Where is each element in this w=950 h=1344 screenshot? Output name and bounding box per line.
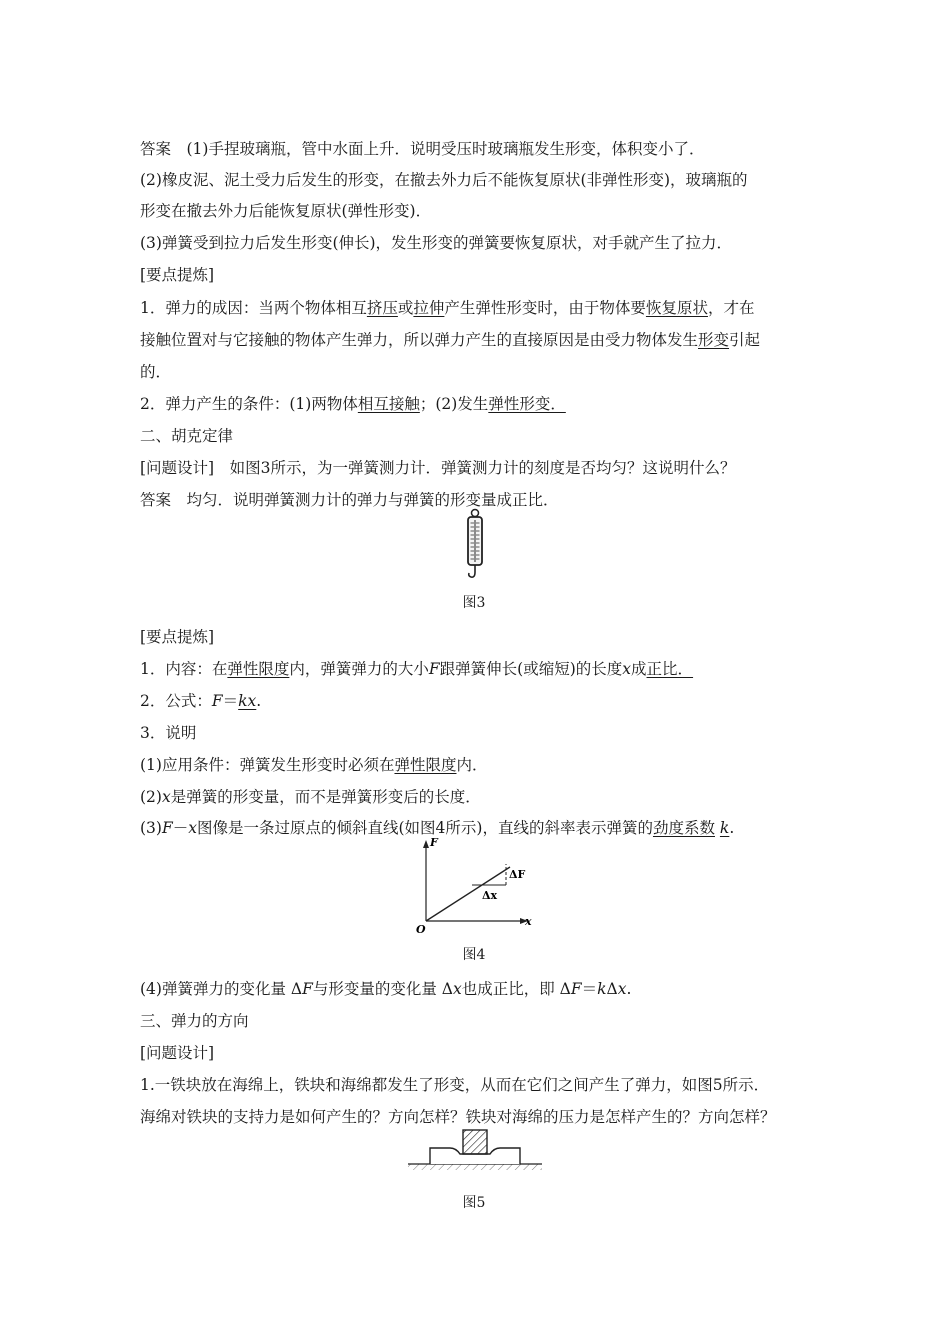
figure-4-caption: 图4 (462, 947, 486, 963)
key-points-heading-1: [要点提炼] (140, 266, 215, 284)
x-axis-label: x (525, 915, 532, 928)
section-3-question-line-2: 海绵对铁块的支持力是如何产生的？方向怎样？铁块对海绵的压力是怎样产生的？方向怎样？ (140, 1108, 776, 1126)
iron-block-sponge-figure (408, 1124, 542, 1174)
hooke-formula-line: 2．公式：F＝kx. (140, 692, 262, 710)
hooke-notes-heading: 3．说明 (140, 724, 197, 742)
section-3-question-heading: [问题设计] (140, 1044, 215, 1062)
key-points-heading-2: [要点提炼] (140, 628, 215, 646)
answer-line-4: (3)弹簧受到拉力后发生形变(伸长)，发生形变的弹簧要恢复原状，对手就产生了拉力． (140, 234, 733, 252)
answer-line-2: (2)橡皮泥、泥土受力后发生的形变，在撤去外力后不能恢复原状(非弹性形变)，玻璃瓶的 (140, 171, 748, 189)
hooke-note-1: (1)应用条件：弹簧发生形变时必须在弹性限度内． (140, 756, 488, 774)
ground (408, 1164, 542, 1170)
section-2-question: [问题设计] 如图3所示，为一弹簧测力计．弹簧测力计的刻度是否均匀？这说明什么？ (140, 459, 736, 477)
elastic-condition-line: 2．弹力产生的条件：(1)两物体相互接触；(2)发生弹性形变． (140, 395, 566, 413)
section-2-title: 二、胡克定律 (140, 427, 234, 445)
origin-label: O (416, 923, 426, 936)
section-3-question-line-1: 1.一铁块放在海绵上，铁块和海绵都发生了形变，从而在它们之间产生了弹力，如图5所示． (140, 1076, 770, 1094)
spring-scale-figure (462, 508, 488, 580)
hooke-note-2: (2)x是弹簧的形变量，而不是弹簧形变后的长度． (140, 788, 481, 806)
delta-f-label: ΔF (509, 868, 526, 881)
section-3-title: 三、弹力的方向 (140, 1012, 249, 1030)
f-x-graph-figure (412, 836, 537, 936)
iron-block (463, 1130, 487, 1154)
answer-line-1: 答案 (1)手捏玻璃瓶，管中水面上升．说明受压时玻璃瓶发生形变，体积变小了． (140, 140, 705, 158)
hooke-note-3: (3)F－x图像是一条过原点的倾斜直线(如图4所示)，直线的斜率表示弹簧的劲度系数 k. (140, 819, 735, 837)
answer-line-3: 形变在撤去外力后能恢复原状(弹性形变)． (140, 202, 432, 220)
hooke-content-line: 1．内容：在弹性限度内，弹簧弹力的大小F跟弹簧伸长(或缩短)的长度x成正比． (140, 660, 694, 678)
figure-3-caption: 图3 (462, 595, 486, 611)
hooke-note-4: (4)弹簧弹力的变化量 ΔF与形变量的变化量 Δx也成正比，即 ΔF＝kΔx. (140, 980, 632, 998)
delta-x-label: Δx (482, 889, 498, 902)
elastic-cause-line-1: 1．弹力的成因：当两个物体相互挤压或拉伸产生弹性形变时，由于物体要恢复原状，才在 (140, 299, 755, 317)
figure-5-caption: 图5 (462, 1195, 486, 1211)
section-2-answer: 答案 均匀．说明弹簧测力计的弹力与弹簧的形变量成正比． (140, 491, 559, 509)
elastic-cause-line-2: 接触位置对与它接触的物体产生弹力，所以弹力产生的直接原因是由受力物体发生形变引起 (140, 331, 761, 349)
proportional-line (426, 867, 510, 921)
elastic-cause-line-3: 的． (140, 363, 172, 381)
f-axis-label: F (430, 836, 438, 849)
